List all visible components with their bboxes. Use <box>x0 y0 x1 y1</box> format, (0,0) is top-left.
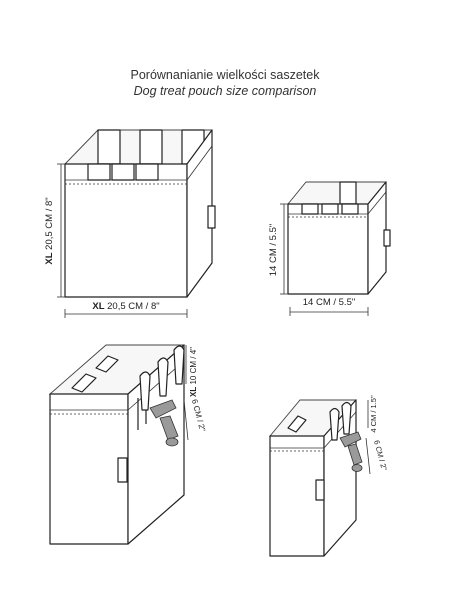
small-pouch-front <box>268 182 390 316</box>
xl-hook-label: 6 CM / 2" <box>189 398 208 433</box>
small-front-panel <box>288 204 368 294</box>
xl-height-label: XL 20,5 CM / 8" <box>44 197 55 265</box>
small-width-label: 14 CM / 5.5" <box>302 297 356 308</box>
small-hook-label: 6 CM / 2" <box>372 439 389 472</box>
xl-pouch-side <box>50 345 207 544</box>
xl-width-label: XL 20,5 CM / 8" <box>92 301 160 312</box>
xl-depth-label: XL 10 CM / 4" <box>189 347 198 397</box>
title-polish: Porównanianie wielkości saszetek <box>130 68 320 82</box>
side-clip-icon <box>384 230 390 246</box>
side-clip-icon <box>208 206 215 228</box>
title-english: Dog treat pouch size comparison <box>133 84 317 98</box>
small-pouch-side <box>270 395 389 556</box>
xl-pouch-front <box>44 130 215 318</box>
small-height-label: 14 CM / 5.5" <box>268 223 279 277</box>
small-depth-label: 4 CM / 1.5" <box>369 395 378 433</box>
